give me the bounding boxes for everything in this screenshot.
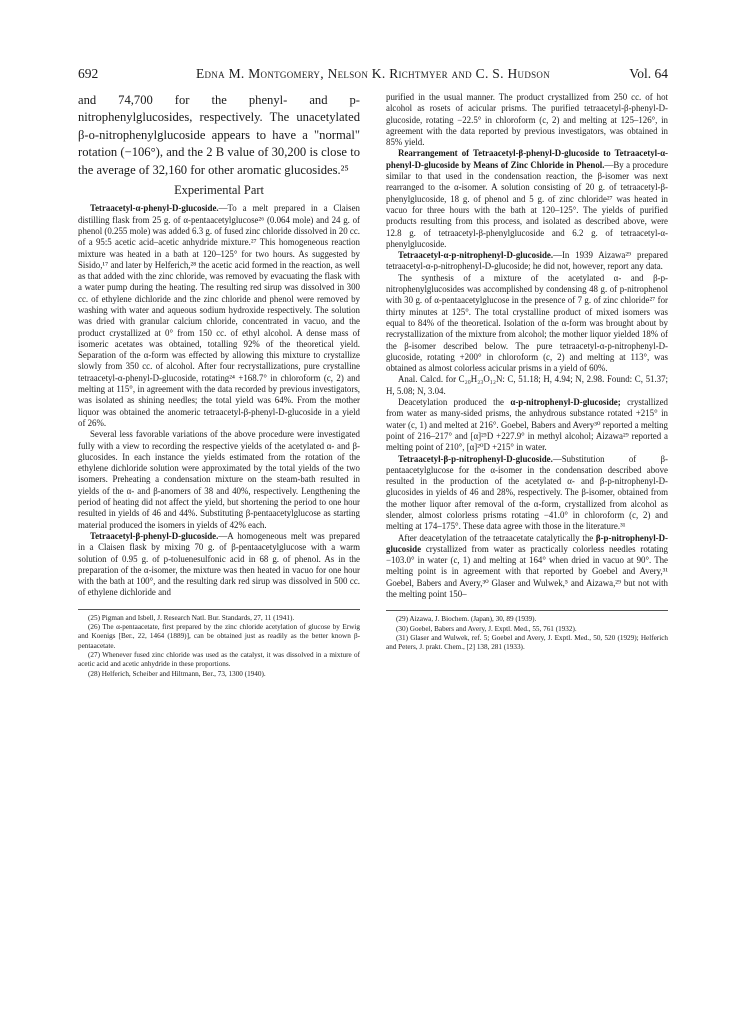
- footnotes-left: [78, 609, 360, 679]
- paragraph-heading: Tetraacetyl-α-p-nitrophenyl-D-glucoside.: [398, 250, 554, 261]
- footnote-28: (28) Helferich, Scheiber and Hiltmann, Ber., 73, 1300 (1940).: [88, 669, 266, 678]
- paragraph-text: —To a melt prepared in a Claisen distilling flask from 25 g. of α-pentaacetylglucose²⁶ (0.064 mole) and 24 g. of phenol (0.255 mole) was added 6.3 g. of fused zinc chloride dissolved in 20 cc. of a 95:5 acetic acid–acetic anhydride mixture.²⁷ This homogeneous reaction mixture was heated in a bath at 120–125° for two hours. As suggested by Sisido,¹⁷ and later by Helferich,²⁸ the acetic acid formed in the reaction, as well as that added with the zinc chloride, was removed by evacuating the flask with a water pump during the heating. The resulting red sirup was dissolved in 300 cc. of ethylene dichloride and the zinc chloride and phenol were removed by washing with water and aqueous sodium hydroxide respectively. The solution was dried with granular calcium chloride, concentrated in vacuo, and the product crystallized at 0° from 150 cc. of ethyl alcohol. A dense mass of isomeric acetates was obtained, totalling 92% of the theoretical yield. Separation of the α-form was effected by allowing this mixture to crystallize slowly from 350 cc. of alcohol. After four recrystallizations, pure crystalline tetraacetyl-α-phenyl-D-glucoside, rotating²⁴ +168.7° in chloroform (c, 2) and melting at 115°, in agreement with the data recorded by previous investigators, was isolated as shining needles; the total yield was 64%. From the mother liquor was obtained the anomeric tetraacetyl-β-phenyl-D-glucoside in a yield of 26%.: [78, 203, 360, 428]
- paragraph-text: —In 1939 Aizawa²⁹ prepared tetraacetyl-α-p-nitrophenyl-D-glucoside; he did not, however, report any data.: [386, 250, 668, 272]
- footnote-25: (25) Pigman and Isbell, J. Research Natl. Bur. Standards, 27, 11 (1941).: [88, 613, 295, 622]
- page-header: [78, 66, 668, 84]
- paragraph-text: crystallized from water as many-sided prisms, the anhydrous substance rotated +215° in water (c, 1) and melted at 216°. Goebel, Babers and Avery³⁰ reported a melting point of 216–217° and [α]²⁵D +227.9° in methyl alcohol; Aizawa²⁹ reported a melting point of 210°, [α]²⁰D +215° in water.: [386, 397, 668, 453]
- footnote-30: (30) Goebel, Babers and Avery, J. Exptl. Med., 55, 761 (1932).: [396, 624, 577, 633]
- paragraph-variations: Several less favorable variations of the above procedure were investigated fully with a view to recording the respective yields of the acetylated α- and β-glucosides. In each instance the yields estimated from the rotation of the ethylene dichloride solution were approximated by the total yields of the two isomers. Preheating a condensation mixture on the steam-bath resulted in yields of the α- and β-anomers of 38 and 40%, respectively. Lengthening the period of heating did not affect the yield, but shortening the period to one hour resulted in yields of 46 and 44%. Substituting β-pentaacetylglucose as starting material produced the isomers in yields of 42% each.: [78, 429, 360, 530]
- intro-paragraph: and 74,700 for the phenyl- and p-nitrophenylglucosides, respectively. The unacetylated β-o-nitrophenylglucoside appears to have a "normal" rotation (−106°), and the 2 B value of 30,200 is close to the average of 32,160 for other aromatic glucosides.²⁵: [78, 93, 360, 177]
- paragraph-alpha-nitrophenyl: [386, 250, 668, 273]
- paragraph-text: —By a procedure similar to that used in the condensation reaction, the β-isomer was next rearranged to the α-isomer. A solution consisting of 20 g. of tetraacetyl-β-phenylglucoside, 18 g. of phenol and 5 g. of zinc chloride²⁷ was heated in vacuo for three hours with the bath at 120–125°. The yields of purified products resulting from this process, and isolated as described above, were 12.8 g. of tetraacetyl-β-phenylglucoside and 6.2 g. of tetraacetyl-α-phenylglucoside.: [386, 159, 669, 249]
- footnotes-right: [386, 610, 668, 652]
- paragraph-text: —Substitution of β-pentaacetylglucose for the α-isomer in the condensation described above resulted in the production of the acetylated α- and β-p-nitrophenyl-D-glucosides in yields of 46 and 28%, respectively. The β-isomer, obtained from the mother liquor after removal of the α-form, crystallized from alcohol as slender, almost colorless prisms rotating −41.0° in chloroform (c, 2) and melting at 174–175°. These data agree with those in the literature.³¹: [386, 453, 668, 532]
- paragraph-heading: Rearrangement of Tetraacetyl-β-phenyl-D-glucoside to Tetraacetyl-α-phenyl-D-glucoside by Means of Zinc Chloride in Phenol.: [386, 148, 668, 170]
- paragraph-text: Deacetylation produced the: [398, 397, 511, 408]
- paragraph-purified: purified in the usual manner. The product crystallized from 250 cc. of hot alcohol as rosets of acicular prisms. The purified tetraacetyl-β-phenyl-D-glucoside, rotating −22.5° in chloroform (c, 2) and melting at 125–126°, in agreement with the data reported by previous investigators, was obtained in 85% yield.: [386, 92, 668, 148]
- right-column: [386, 92, 668, 653]
- paragraph-text: —A homogeneous melt was prepared in a Claisen flask by mixing 70 g. of β-pentaacetylglucose with a warm solution of 0.95 g. of p-toluenesulfonic acid in 68 g. of phenol. As in the preparation of the α-isomer, the mixture was then heated in vacuo for one hour with the bath at 100°, and the resulting dark red sirup was dissolved in 500 cc. of ethylene dichloride and: [78, 530, 360, 598]
- paragraph-rearrangement: [386, 148, 668, 250]
- paragraph-beta-nitrophenyl: [386, 454, 668, 533]
- footnote-31: (31) Glaser and Wulwek, ref. 5; Goebel and Avery, J. Exptl. Med., 50, 520 (1929); Helferich and Peters, J. prakt. Chem., [2] 138, 281 (1933).: [386, 633, 668, 652]
- compound-name: α-p-nitrophenyl-D-glucoside;: [510, 397, 621, 408]
- paragraph-heading: Tetraacetyl-β-phenyl-D-glucoside.: [90, 530, 219, 541]
- paragraph-synthesis: The synthesis of a mixture of the acetylated α- and β-p-nitrophenylglucosides was accomplished by condensing 48 g. of p-nitrophenol with 30 g. of α-pentaacetylglucose in the presence of 7 g. of zinc chloride²⁷ for thirty minutes at 125°. The total crystalline product of mixed isomers was equal to 84% of the theoretical. Isolation of the α-form was brought about by recrystallization of the mixture from alcohol; the mother liquor yielded 18% of the β-isomer described below. The pure tetraacetyl-α-p-nitrophenyl-D-glucoside, rotating +200° in chloroform (c, 2) and melting at 113°, was obtained as almost colorless acicular prisms in a yield of 60%.: [386, 272, 668, 374]
- paragraph-heading: Tetraacetyl-α-phenyl-D-glucoside.: [90, 203, 219, 214]
- paragraph-deacetylation-alpha: [386, 397, 668, 453]
- page-number: 692: [78, 66, 99, 81]
- section-title: Experimental Part: [174, 183, 264, 198]
- volume-label: Vol. 64: [629, 66, 668, 81]
- paragraph-alpha-phenyl: [78, 203, 360, 429]
- footnote-27: (27) Whenever fused zinc chloride was used as the catalyst, it was dissolved in a mixture of acetic acid and acetic anhydride in these proportions.: [78, 650, 360, 669]
- paragraph-text: crystallized from water as practically colorless needles rotating −103.0° in water (c, 1) and melting at 164° when dried in vacuo at 90°. The melting point is in agreement with that reported by Goebel and Avery,³¹ Goebel, Babers and Avery,³⁰ Glaser and Wulwek,⁵ and Aizawa,²⁹ but not with the melting point 150–: [386, 543, 668, 600]
- footnote-26: (26) The α-pentaacetate, first prepared by the zinc chloride acetylation of glucose by Erwig and Koenigs [Ber., 22, 1464 (1889)], can be obtained just as readily as the better known β-pentaacetate.: [78, 623, 360, 650]
- paragraph-text: After deacetylation of the tetraacetate catalytically the: [398, 532, 596, 543]
- paragraph-heading: Tetraacetyl-β-p-nitrophenyl-D-glucoside.: [398, 453, 553, 464]
- footnote-29: (29) Aizawa, J. Biochem. (Japan), 30, 89 (1939).: [396, 615, 537, 624]
- paragraph-analysis: Anal. Calcd. for C₂₀H₂₃O₁₂N: C, 51.18; H, 4.94; N, 2.98. Found: C, 51.37; H, 5.08; N, 3.04.: [386, 374, 668, 396]
- running-head-authors: Edna M. Montgomery, Nelson K. Richtmyer and C. S. Hudson: [195, 66, 551, 81]
- compound-name: β-p-nitrophenyl-D-glucoside: [386, 532, 668, 554]
- paragraph-deacetylation-beta: [386, 533, 668, 601]
- paragraph-beta-phenyl: [78, 531, 360, 599]
- left-column: [78, 92, 360, 679]
